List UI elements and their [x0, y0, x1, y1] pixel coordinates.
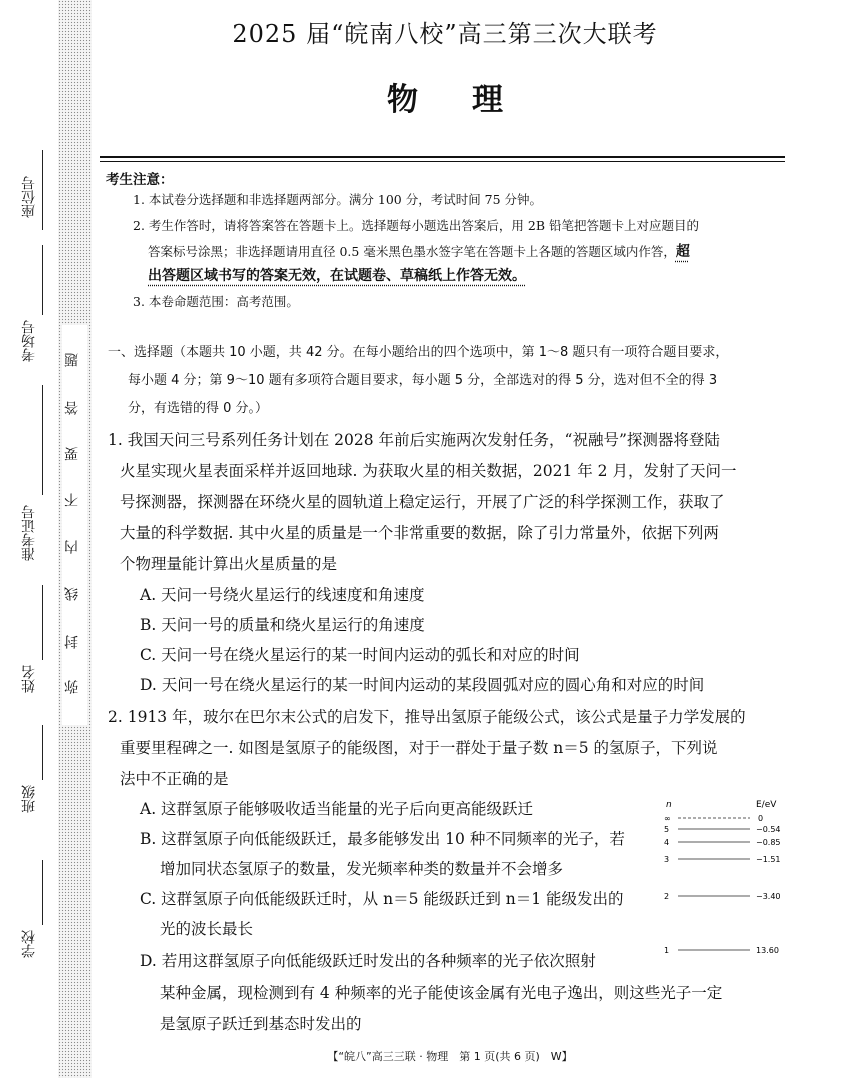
seal-char: 题 [64, 353, 80, 367]
question-text: 大量的科学数据. 其中火星的质量是一个非常重要的数据，除了引力常量外，依据下列两 [120, 524, 719, 542]
section-heading: 每小题 4 分；第 9～10 题有多项符合题目要求，每小题 5 分，全部选对的得 5 分，选对但不全的得 3 [128, 373, 718, 388]
notice-emphasis: 超 [675, 244, 690, 260]
header-rule-thick [100, 156, 785, 158]
option-c: C. 天问一号在绕火星运行的某一时间内运动的弧长和对应的时间 [140, 646, 580, 664]
class-label: 班级 [21, 785, 37, 813]
notice-item [148, 244, 690, 260]
notice-item: 1. 本试卷分选择题和非选择题两部分。满分 100 分，考试时间 75 分钟。 [133, 192, 543, 207]
level-energy: 13.60 [756, 946, 779, 955]
seat-field [0, 170, 58, 218]
notice-item: 2. 考生作答时，请将答案答在答题卡上。选择题每小题选出答案后，用 2B 铅笔把答题卡上对应题目的 [133, 218, 699, 233]
section-heading: 分，有选错的得 0 分。） [128, 401, 269, 416]
seat-label: 座位号 [21, 176, 37, 218]
level-energy: −0.85 [756, 838, 781, 847]
notice-title: 考生注意： [106, 172, 174, 188]
school-label: 学校 [21, 930, 37, 958]
option-b-cont: 增加同状态氢原子的数量，发光频率种类的数量并不会增多 [160, 860, 564, 878]
level-n: 1 [664, 946, 670, 955]
level-n: 5 [664, 825, 670, 834]
option-d-cont: 是氢原子跃迁到基态时发出的 [160, 1015, 362, 1033]
class-line [42, 725, 43, 780]
question-text: 重要里程碑之一. 如图是氢原子的能级图，对于一群处于量子数 n＝5 的氢原子，下列说 [120, 739, 718, 757]
n-axis-label: n [666, 800, 672, 810]
ticket-line [42, 385, 43, 495]
ticket-field [0, 505, 58, 561]
option-d: D. 若用这群氢原子向低能级跃迁时发出的各种频率的光子依次照射 [140, 952, 596, 970]
question-text: 1. 我国天问三号系列任务计划在 2028 年前后实施两次发射任务，“祝融号”探测器将登陆 [108, 431, 720, 449]
ticket-label: 准考证号 [21, 505, 37, 561]
notice-text: 答案标号涂黑；非选择题请用直径 0.5 毫米黑色墨水签字笔在答题卡上各题的答题区域内作答， [148, 244, 676, 259]
school-field [0, 930, 58, 958]
level-n: 2 [664, 892, 670, 901]
section-heading: 一、选择题（本题共 10 小题，共 42 分。在每小题给出的四个选项中，第 1～8 题只有一项符合题目要求， [108, 345, 729, 360]
room-field [0, 320, 58, 362]
class-field [0, 785, 58, 813]
seal-char: 封 [64, 635, 80, 649]
seal-box [62, 325, 87, 725]
seat-line [42, 150, 43, 230]
page-footer: 【“皖八”高三三联 · 物理 第 1 页(共 6 页) W】 [327, 1050, 573, 1063]
option-d-cont: 某种金属，现检测到有 4 种频率的光子能使该金属有光电子逸出，则这些光子一定 [160, 984, 723, 1002]
notice-emphasis: 出答题区域书写的答案无效，在试题卷、草稿纸上作答无效。 [148, 268, 526, 284]
question-text: 法中不正确的是 [120, 770, 229, 788]
seal-char: 答 [64, 401, 80, 415]
energy-axis-label: E/eV [756, 800, 777, 810]
level-energy: 0 [758, 814, 764, 823]
seal-char: 内 [64, 540, 80, 554]
seal-char: 线 [64, 587, 80, 601]
level-energy: −0.54 [756, 825, 781, 834]
option-c-cont: 光的波长最长 [160, 920, 254, 938]
option-a: A. 天问一号绕火星运行的线速度和角速度 [140, 586, 425, 604]
header-rule-thin [100, 161, 785, 162]
question-text: 号探测器，探测器在环绕火星的圆轨道上稳定运行，开展了广泛的科学探测工作，获取了 [120, 493, 725, 511]
school-line [42, 860, 43, 925]
seal-char: 不 [64, 493, 80, 507]
option-c: C. 这群氢原子向低能级跃迁时，从 n＝5 能级跃迁到 n＝1 能级发出的 [140, 890, 624, 908]
question-text: 火星实现火星表面采样并返回地球. 为获取火星的相关数据，2021 年 2 月，发射了天问一 [120, 462, 737, 480]
option-b: B. 这群氢原子向低能级跃迁，最多能够发出 10 种不同频率的光子，若 [140, 830, 625, 848]
option-d: D. 天问一号在绕火星运行的某一时间内运动的某段圆弧对应的圆心角和对应的时间 [140, 676, 705, 694]
level-n: 4 [664, 838, 670, 847]
level-energy: −3.40 [756, 892, 781, 901]
room-label: 考场号 [21, 320, 37, 362]
exam-title: 2025 届“皖南八校”高三第三次大联考 [232, 20, 658, 48]
seal-char: 弥 [64, 680, 80, 694]
name-field [0, 665, 58, 693]
name-line [42, 585, 43, 660]
name-label: 姓名 [21, 665, 37, 693]
subject-title: 物理 [387, 82, 557, 118]
question-text: 2. 1913 年，玻尔在巴尔末公式的启发下，推导出氢原子能级公式，该公式是量子力学发展的 [108, 708, 746, 726]
question-text: 个物理量能计算出火星质量的是 [120, 555, 338, 573]
level-n: ∞ [664, 814, 671, 823]
notice-item: 3. 本卷命题范围：高考范围。 [133, 294, 299, 309]
energy-level-diagram [660, 795, 790, 965]
room-line [42, 245, 43, 315]
seal-char: 要 [64, 447, 80, 461]
option-b: B. 天问一号的质量和绕火星运行的角速度 [140, 616, 425, 634]
level-n: 3 [664, 855, 670, 864]
level-energy: −1.51 [756, 855, 781, 864]
option-a: A. 这群氢原子能够吸收适当能量的光子后向更高能级跃迁 [140, 800, 534, 818]
